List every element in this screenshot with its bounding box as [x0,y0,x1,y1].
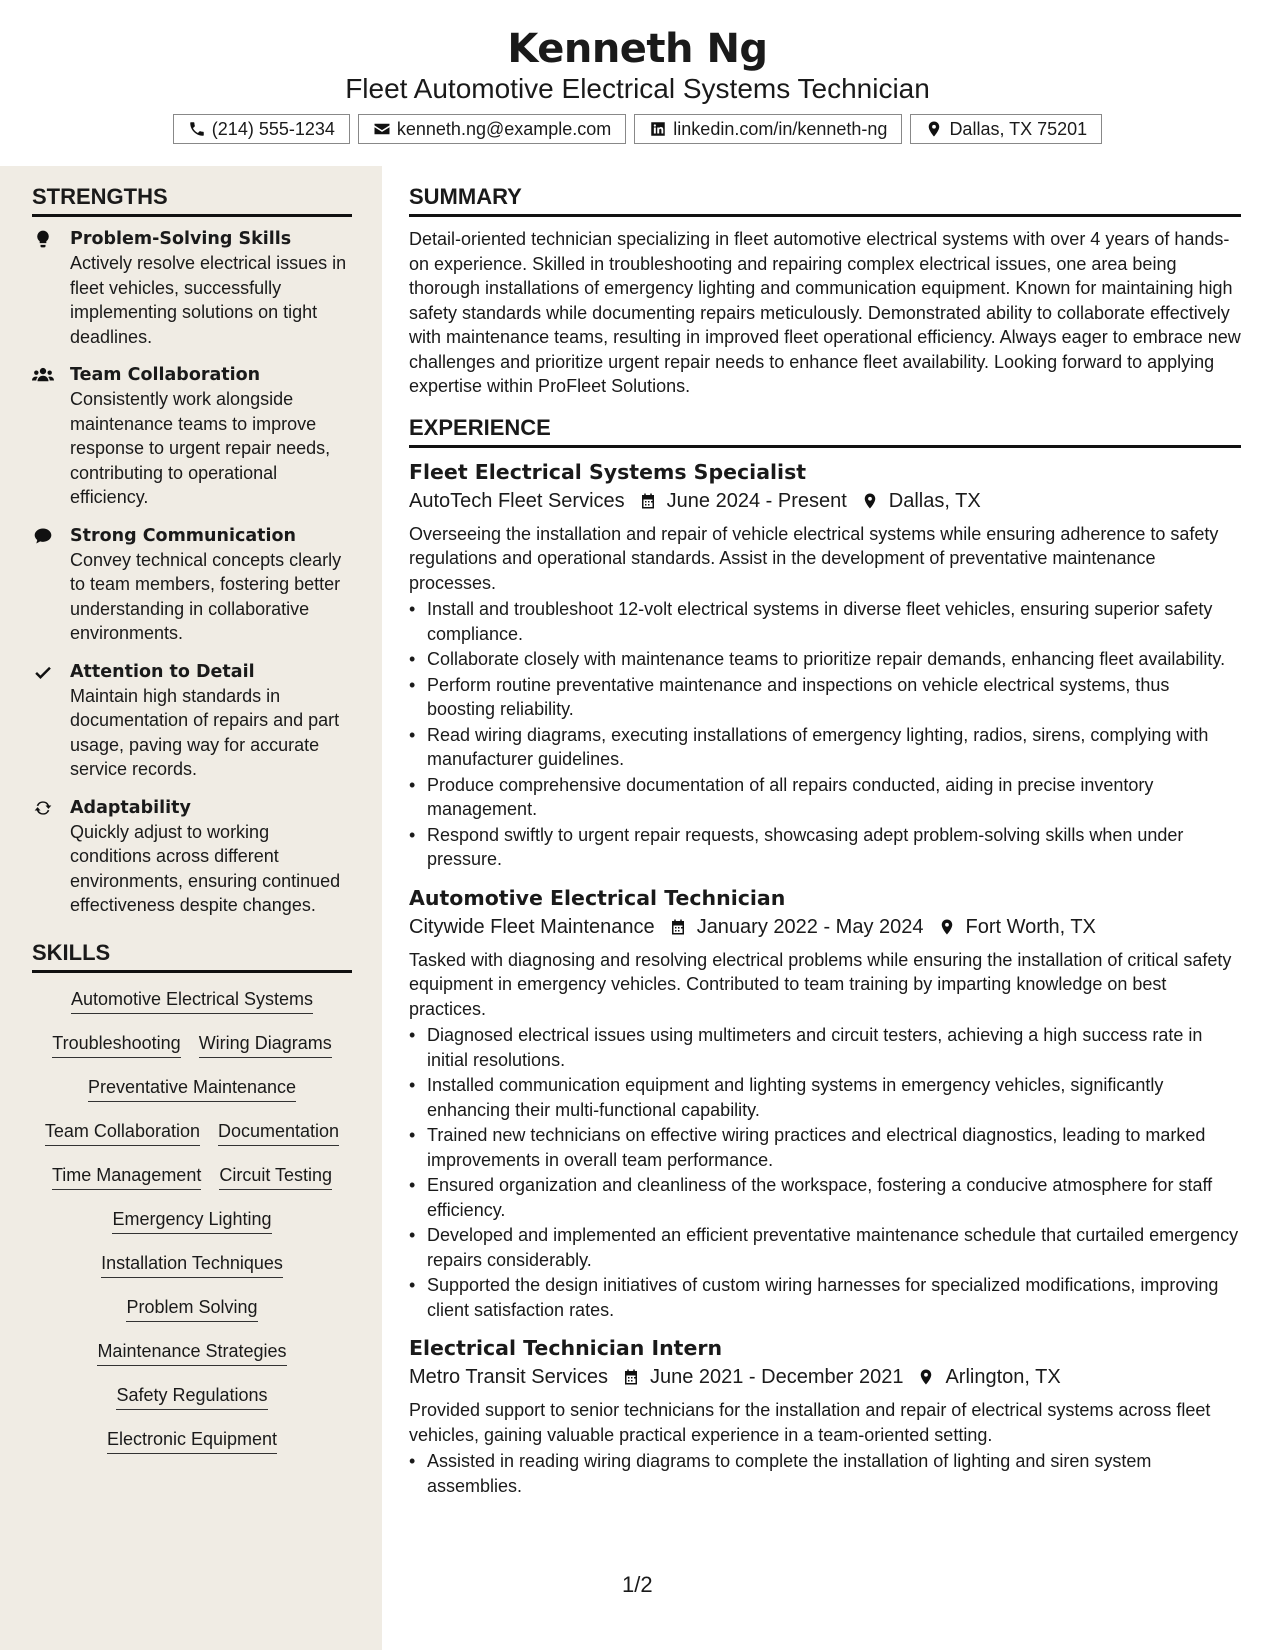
strength-item [32,796,352,918]
job-bullet: • Assisted in reading wiring diagrams to complete the installation of lighting and siren system assemblies. [409,1449,1241,1498]
contact-linkedin[interactable] [634,114,902,144]
strength-title: Strong Communication [70,525,296,546]
users-icon [32,365,54,385]
contact-location-text: Dallas, TX 75201 [949,118,1088,139]
skill-tag: Team Collaboration [45,1119,200,1146]
strength-title: Attention to Detail [70,661,255,682]
skills-list [32,987,352,1454]
skill-tag: Preventative Maintenance [88,1075,296,1102]
strength-desc: Actively resolve electrical issues in fleet vehicles, successfully implementing solutions on tight deadlines. [70,253,347,347]
skill-tag: Emergency Lighting [112,1207,271,1234]
job-meta [409,912,1241,942]
job-bullet: • Developed and implemented an efficient preventative maintenance schedule that curtailed emergency repairs considerably. [409,1223,1241,1272]
skill-tag: Circuit Testing [219,1163,332,1190]
strength-desc: Convey technical concepts clearly to team members, fostering better understanding in collaborative environments. [70,549,342,643]
skill-tag: Automotive Electrical Systems [71,987,313,1014]
skill-tag: Safety Regulations [116,1383,267,1410]
skills-heading: SKILLS [32,940,352,973]
job-bullet: • Produce comprehensive documentation of all repairs conducted, aiding in precise inventory management. [409,773,1241,822]
strength-item [32,660,352,782]
map-pin-icon [938,917,956,937]
job-entry [409,1334,1241,1498]
summary-heading: SUMMARY [409,184,1241,217]
contact-location [910,114,1102,144]
job-description: Provided support to senior technicians for the installation and repair of electrical systems across fleet vehicles, gaining valuable practical experience in a team-oriented setting. [409,1400,1211,1445]
job-bullet: • Collaborate closely with maintenance teams to prioritize repair demands, enhancing fleet availability. [409,647,1241,672]
job-bullet: • Ensured organization and cleanliness of the workspace, fostering a conducive atmosphere for staff efficiency. [409,1173,1241,1222]
job-dates: January 2022 - May 2024 [696,915,924,938]
phone-icon [188,120,206,138]
strength-title: Problem-Solving Skills [70,229,292,249]
strength-item [32,524,352,646]
job-dates: June 2021 - December 2021 [649,1366,904,1388]
map-pin-icon [861,491,879,511]
job-bullet: • Diagnosed electrical issues using multimeters and circuit testers, achieving a high success rate in initial resolutions. [409,1023,1241,1072]
strength-desc: Quickly adjust to working conditions across different environments, ensuring continued effectiveness despite changes. [70,821,341,915]
job-description: Overseeing the installation and repair of vehicle electrical systems while ensuring adherence to safety regulations and operational standards. Assist in the development of preventative maintenance processes. [409,523,1219,593]
main-column [409,166,1241,1510]
job-bullet: • Respond swiftly to urgent repair requests, showcasing adept problem-solving skills when under pressure. [409,823,1241,872]
job-company: Metro Transit Services [409,1366,608,1388]
experience-heading: EXPERIENCE [409,415,1241,448]
strength-desc: Maintain high standards in documentation of repairs and part usage, paving way for accurate service records. [70,685,340,779]
job-location: Arlington, TX [945,1366,1061,1388]
skill-tag: Maintenance Strategies [97,1339,286,1366]
job-bullets [409,597,1241,872]
strengths-heading: STRENGTHS [32,184,352,217]
calendar-icon [639,491,657,511]
contact-linkedin-text: linkedin.com/in/kenneth-ng [673,118,888,139]
candidate-name: Kenneth Ng [507,26,768,72]
job-meta [409,1362,1241,1392]
page-number: 1/2 [622,1572,653,1597]
job-location: Dallas, TX [888,489,981,512]
job-dates: June 2024 - Present [666,489,847,512]
strength-title: Team Collaboration [70,365,261,385]
skill-tag: Time Management [52,1163,201,1190]
skill-tag: Documentation [218,1119,339,1146]
job-description: Tasked with diagnosing and resolving electrical problems while ensuring the installation of critical safety equipment in emergency vehicles. Contributed to team training by imparting knowledge on best practices. [409,949,1232,1019]
skill-tag: Problem Solving [126,1295,257,1322]
skill-tag: Troubleshooting [52,1031,180,1058]
job-bullet: • Installed communication equipment and lighting systems in emergency vehicles, significantly enhancing their multi-functional capability. [409,1073,1241,1122]
calendar-icon [622,1367,640,1387]
candidate-title: Fleet Automotive Electrical Systems Technician [345,73,930,104]
linkedin-icon [649,120,667,138]
job-bullet: • Supported the design initiatives of custom wiring harnesses for specialized modifications, improving client satisfaction rates. [409,1273,1241,1322]
job-meta [409,486,1241,516]
calendar-icon [669,917,687,937]
lightbulb-icon [32,229,54,249]
skill-tag: Wiring Diagrams [199,1031,332,1058]
job-bullets [409,1449,1241,1498]
job-entry [409,884,1241,1323]
resume-header [0,0,1275,144]
job-location: Fort Worth, TX [965,915,1096,938]
envelope-icon [373,120,391,138]
contact-bar [0,114,1275,144]
strength-desc: Consistently work alongside maintenance teams to improve response to urgent repair needs, contributing to operational efficiency. [70,389,331,507]
job-bullet: • Read wiring diagrams, executing installations of emergency lighting, radios, sirens, complying with manufacturer guidelines. [409,723,1241,772]
contact-email[interactable] [358,114,626,144]
strength-item [32,227,352,349]
job-title: Electrical Technician Intern [409,1336,723,1360]
job-title: Fleet Electrical Systems Specialist [409,459,807,484]
checkmark-icon [32,662,54,682]
job-entry [409,458,1241,872]
strength-title: Adaptability [70,797,191,818]
refresh-icon [32,798,54,818]
summary-text: Detail-oriented technician specializing in fleet automotive electrical systems with over 4 years of hands-on experience. Skilled in troubleshooting and repairing complex electrical issues, one area being thorough installations of emergency lighting and communication equipment. Known for maintaining high safety standards while documenting repairs meticulously. Demonstrated ability to collaborate effectively with maintenance teams, resulting in improved fleet operational efficiency. Always eager to embrace new challenges and prioritize urgent repair needs to enhance fleet availability. Looking forward to applying expertise within ProFleet Solutions. [409,229,1241,396]
contact-phone[interactable] [173,114,350,144]
job-bullet: • Trained new technicians on effective wiring practices and electrical diagnostics, leading to marked improvements in overall team performance. [409,1123,1241,1172]
sidebar [0,166,382,1650]
job-company: Citywide Fleet Maintenance [409,915,655,938]
speech-bubble-icon [32,526,54,546]
map-pin-icon [925,120,943,138]
skill-tag: Installation Techniques [101,1251,283,1278]
job-bullets [409,1023,1241,1322]
job-bullet: • Perform routine preventative maintenance and inspections on vehicle electrical systems, thus boosting reliability. [409,673,1241,722]
contact-email-text: kenneth.ng@example.com [396,118,612,139]
contact-phone-text: (214) 555-1234 [211,118,335,139]
skill-tag: Electronic Equipment [107,1427,277,1454]
map-pin-icon [917,1367,935,1387]
job-company: AutoTech Fleet Services [409,489,625,512]
strength-item [32,363,352,510]
job-bullet: • Install and troubleshoot 12-volt electrical systems in diverse fleet vehicles, ensuring superior safety compliance. [409,597,1241,646]
job-title: Automotive Electrical Technician [409,885,786,910]
